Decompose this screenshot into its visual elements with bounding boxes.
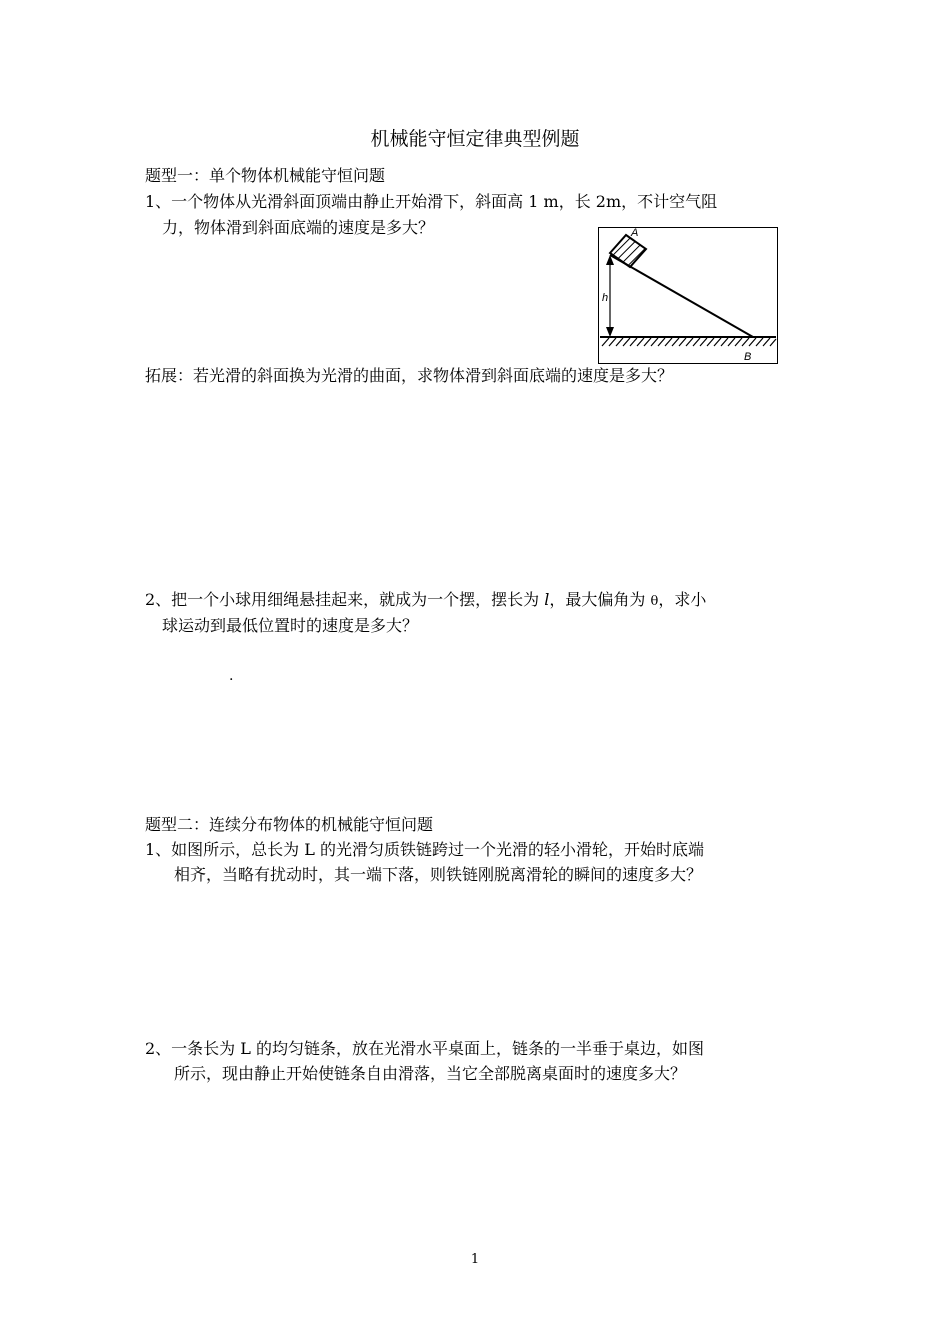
label-a: A xyxy=(631,227,639,239)
extension-question: 拓展：若光滑的斜面换为光滑的曲面，求物体滑到斜面底端的速度是多大？ xyxy=(145,366,674,385)
page-title: 机械能守恒定律典型例题 xyxy=(370,128,580,150)
s1-q2-pre: 2、把一个小球用细绳悬挂起来，就成为一个摆，摆长为 xyxy=(145,590,545,609)
section-2-heading: 题型二：连续分布物体的机械能守恒问题 xyxy=(145,815,434,834)
s1-q1-line2: 力，物体滑到斜面底端的速度是多大？ xyxy=(162,218,435,237)
label-h: h xyxy=(602,292,609,304)
page-number: 1 xyxy=(470,1252,480,1267)
s1-q2-line2: 球运动到最低位置时的速度是多大？ xyxy=(162,616,419,635)
s1-q2-line1 xyxy=(145,590,706,612)
var-l: l xyxy=(544,590,550,609)
section-1-heading: 题型一：单个物体机械能守恒问题 xyxy=(145,166,386,185)
incline-figure xyxy=(598,227,778,364)
s1-q2-post: ，求小 xyxy=(658,590,707,609)
s2-q2-line2: 所示，现由静止开始使链条自由滑落，当它全部脱离桌面时的速度多大？ xyxy=(174,1064,687,1083)
s1-q1-line1: 1、一个物体从光滑斜面顶端由静止开始滑下，斜面高 1 m，长 2m，不计空气阻 xyxy=(145,192,718,211)
label-b: B xyxy=(744,351,752,363)
s1-q2-mid: ，最大偏角为 xyxy=(549,590,651,609)
theta-symbol: θ xyxy=(650,594,659,609)
s2-q1-line1: 1、如图所示，总长为 L 的光滑匀质铁链跨过一个光滑的轻小滑轮，开始时底端 xyxy=(145,840,704,859)
stray-dot: . xyxy=(229,668,234,684)
s2-q2-line1: 2、一条长为 L 的均匀链条，放在光滑水平桌面上，链条的一半垂于桌边，如图 xyxy=(145,1039,704,1058)
s2-q1-line2: 相齐，当略有扰动时，其一端下落，则铁链刚脱离滑轮的瞬间的速度多大？ xyxy=(174,865,703,884)
